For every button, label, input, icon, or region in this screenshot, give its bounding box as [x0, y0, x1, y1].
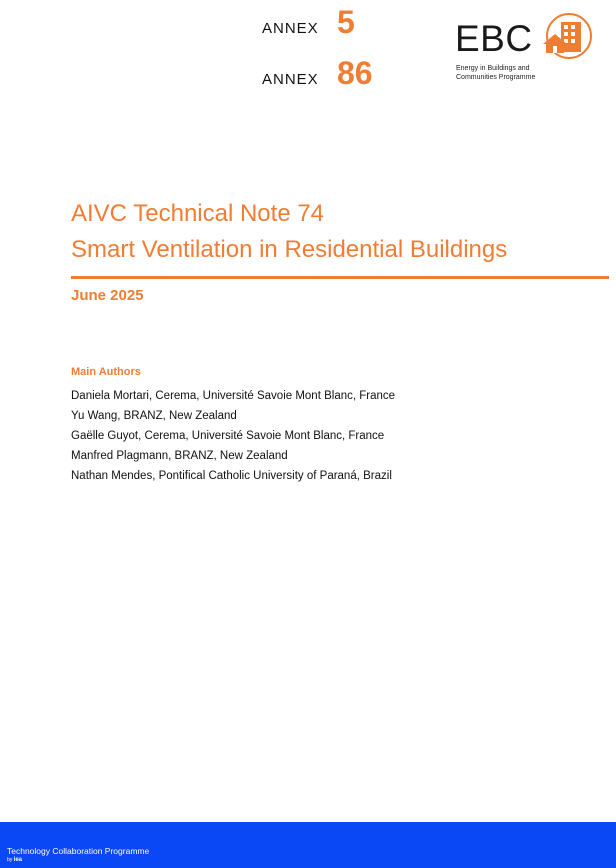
author-item: Yu Wang, BRANZ, New Zealand [71, 410, 237, 422]
house-building-icon [541, 12, 597, 60]
ebc-logo-subtitle [456, 64, 566, 82]
author-item: Nathan Mendes, Pontifical Catholic University of Paraná, Brazil [71, 470, 392, 482]
annex-5 [262, 4, 355, 41]
authors-list [71, 386, 395, 486]
annex-86 [262, 55, 373, 92]
annex-number: 86 [337, 55, 373, 91]
authors-heading: Main Authors [71, 366, 141, 378]
footer-iea-mark [7, 857, 22, 863]
annex-number: 5 [337, 4, 355, 40]
author-item: Manfred Plagmann, BRANZ, New Zealand [71, 450, 288, 462]
annex-label: ANNEX [262, 71, 319, 88]
document-title [71, 196, 507, 268]
publication-date: June 2025 [71, 287, 144, 304]
ebc-subtitle-line2: Communities Programme [456, 74, 536, 81]
footer-programme-text: Technology Collaboration Programme [7, 846, 150, 856]
ebc-logo [455, 12, 600, 92]
author-item: Gaëlle Guyot, Cerema, Université Savoie Mont Blanc, France [71, 430, 385, 442]
title-line-2: Smart Ventilation in Residential Buildings [71, 236, 508, 263]
ebc-subtitle-line1: Energy in Buildings and [456, 65, 530, 72]
annex-label: ANNEX [262, 20, 319, 37]
footer-by: by [7, 857, 13, 863]
title-divider [71, 276, 609, 279]
title-line-1: AIVC Technical Note 74 [71, 200, 325, 227]
author-item: Daniela Mortari, Cerema, Université Savoie Mont Blanc, France [71, 390, 396, 402]
ebc-logo-text: EBC [455, 18, 533, 59]
footer-iea-logo: iea [13, 857, 23, 863]
footer-bar [0, 822, 616, 868]
